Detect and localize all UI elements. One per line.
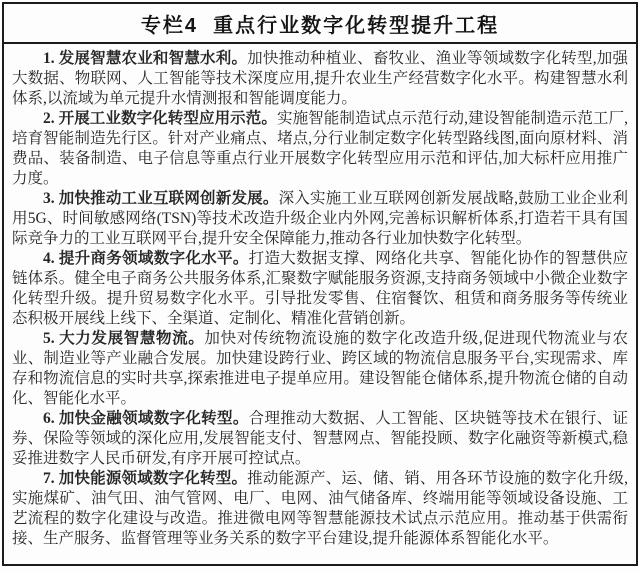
paragraph-text: 实施智能制造试点示范行动,建设智能制造示范工厂,培育智能制造先行区。针对产业痛点、堵点,分行业制定数字化转型路线图,面向原材料、消费品、装备制造、电子信息等重点行业开展数字化转型应用示范和评估,加大标杆应用推广力度。 (12, 110, 628, 187)
paragraph-text: 推动能源产、运、储、销、用各环节设施的数字化升级,实施煤矿、油气田、油气管网、电厂、电网、油气储备库、终端用能等领域设备设施、工艺流程的数字化建设与改造。推进微电网等智慧能源技术试点示范应用。推动基于供需衔接、生产服务、监督管理等业务关系的数字平台建设,提升能源体系智能化水平。 (12, 470, 628, 547)
paragraph (12, 109, 628, 189)
paragraph-lead: 6. 加快金融领域数字化转型。 (43, 410, 249, 427)
column-title: 专栏4 重点行业数字化转型提升工程 (4, 4, 636, 44)
paragraph-text: 打造大数据支撑、网络化共享、智能化协作的智慧供应链体系。健全电子商务公共服务体系,汇聚数字赋能服务资源,支持商务领域中小微企业数字化转型升级。提升贸易数字化水平。引导批发零售、住宿餐饮、租赁和商务服务等传统业态积极开展线上线下、全渠道、定制化、精准化营销创新。 (12, 250, 628, 327)
paragraph (12, 409, 628, 469)
paragraph-lead: 5. 大力发展智慧物流。 (43, 330, 205, 347)
paragraph (12, 329, 628, 409)
column-box (2, 2, 638, 566)
paragraph-lead: 2. 开展工业数字化转型应用示范。 (43, 110, 277, 127)
paragraph-text: 加快推动种植业、畜牧业、渔业等领域数字化转型,加强大数据、物联网、人工智能等技术深度应用,提升农业生产经营数字化水平。构建智慧水利体系,以流域为单元提升水情测报和智能调度能力。 (12, 50, 628, 107)
column-body (4, 44, 636, 564)
paragraph-lead: 1. 发展智慧农业和智慧水利。 (43, 50, 248, 67)
paragraph-text: 合理推动大数据、人工智能、区块链等技术在银行、证券、保险等领域的深化应用,发展智能支付、智慧网点、智能投顾、数字化融资等新模式,稳妥推进数字人民币研发,有序开展可控试点。 (12, 410, 628, 467)
paragraph-text: 加快对传统物流设施的数字化改造升级,促进现代物流业与农业、制造业等产业融合发展。加快建设跨行业、跨区域的物流信息服务平台,实现需求、库存和物流信息的实时共享,探索推进电子提单应用。建设智能仓储体系,提升物流仓储的自动化、智能化水平。 (12, 330, 628, 407)
paragraph (12, 249, 628, 329)
paragraph-lead: 3. 加快推动工业互联网创新发展。 (43, 190, 279, 207)
paragraph-lead: 7. 加快能源领域数字化转型。 (43, 470, 248, 487)
paragraph-text: 深入实施工业互联网创新发展战略,鼓励工业企业利用5G、时间敏感网络(TSN)等技术改造升级企业内外网,完善标识解析体系,打造若干具有国际竞争力的工业互联网平台,提升安全保障能力,推动各行业加快数字化转型。 (12, 190, 628, 247)
paragraph (12, 49, 628, 109)
paragraph (12, 469, 628, 549)
paragraph (12, 189, 628, 249)
paragraph-lead: 4. 提升商务领域数字化水平。 (43, 250, 249, 267)
